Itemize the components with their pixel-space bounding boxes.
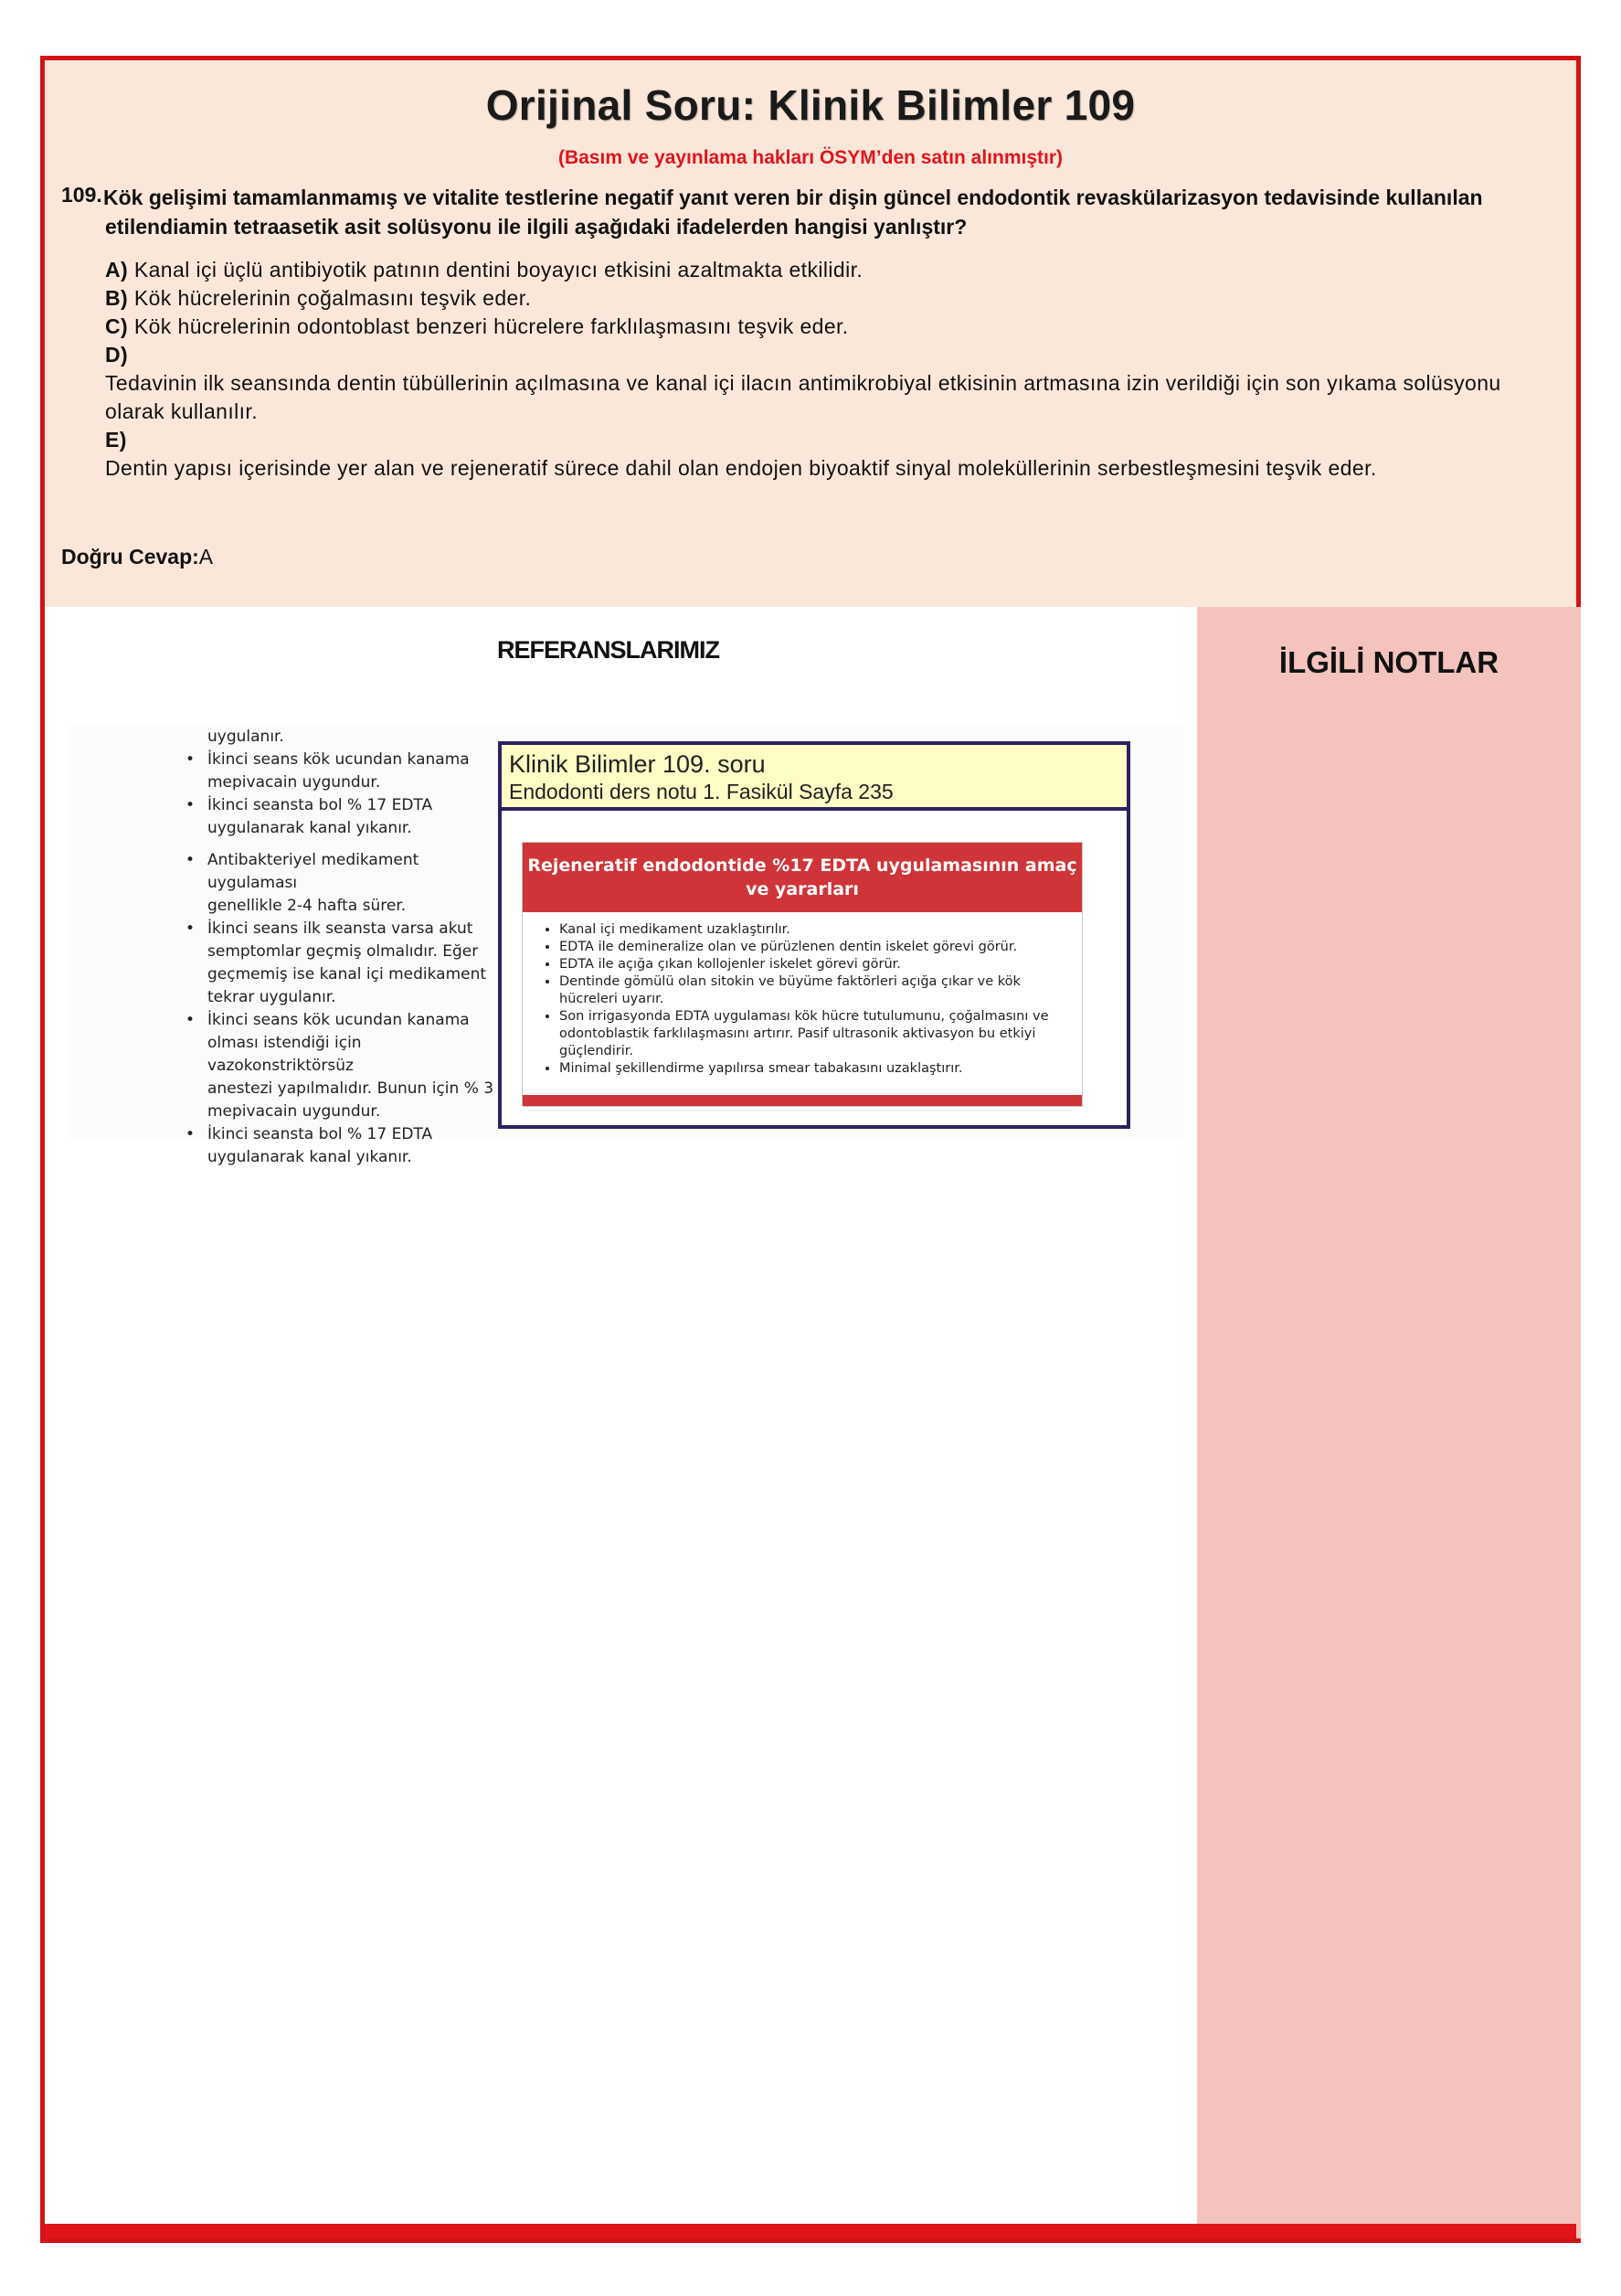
- option-letter: E): [105, 428, 127, 452]
- related-notes-panel: [1197, 607, 1581, 2238]
- book-line-text: Antibakteriyel medikament uygulaması: [207, 851, 419, 892]
- book-line: [182, 771, 511, 794]
- book-line: [182, 963, 511, 986]
- book-line-text: semptomlar geçmiş olmalıdır. Eğer: [207, 942, 479, 961]
- book-line: [182, 726, 511, 749]
- option-letter: D): [105, 343, 129, 367]
- option-a: [105, 256, 1531, 284]
- reference-source-line: Klinik Bilimler 109. soru: [509, 750, 766, 778]
- answer-label: Doğru Cevap:: [61, 545, 199, 569]
- option-letter: A): [105, 258, 129, 282]
- option-text: Tedavinin ilk seansında dentin tübüllerinin açılmasına ve kanal içi ilacın antimikrobiyal etkisinin artmasına izin verildiği için son yıkama solüsyonu olarak kullanılır.: [105, 371, 1501, 423]
- book-line: [182, 1078, 511, 1100]
- question-number: 109.: [61, 183, 102, 207]
- option-c: [105, 313, 1531, 341]
- related-notes-title: İLGİLİ NOTLAR: [1278, 645, 1499, 679]
- bottom-red-bar: [45, 2224, 1576, 2238]
- book-line-text: anestezi yapılmalıdır. Bunun için % 3: [207, 1079, 494, 1098]
- edta-card-list: [543, 921, 1080, 1078]
- book-line-text: İkinci seans kök ucundan kanama: [207, 1011, 470, 1029]
- list-gap: [182, 840, 511, 849]
- book-line-text: İkinci seans kök ucundan kanama: [207, 750, 470, 769]
- option-letter: B): [105, 286, 129, 310]
- option-b: [105, 284, 1531, 313]
- book-line: [182, 986, 511, 1009]
- edta-card-item: • Minimal şekillendirme yapılırsa smear tabakasını uzaklaştırır.: [559, 1060, 1080, 1078]
- option-text: Dentin yapısı içerisinde yer alan ve rejeneratif sürece dahil olan endojen biyoaktif sinyal moleküllerinin serbestleşmesini teşvik eder.: [105, 456, 1377, 480]
- book-line-text: İkinci seans ilk seansta varsa akut: [207, 919, 473, 938]
- book-line-text: geçmemiş ise kanal içi medikament: [207, 965, 487, 983]
- answer-value: A: [198, 545, 214, 569]
- book-line: [182, 1100, 511, 1123]
- book-line: [182, 895, 511, 918]
- book-line-text: İkinci seansta bol % 17 EDTA: [207, 1125, 433, 1143]
- edta-card-item: • Dentinde gömülü olan sitokin ve büyüme faktörleri açığa çıkar ve kök hücreleri uyarır.: [559, 973, 1080, 1008]
- bullet-icon: •: [185, 851, 196, 869]
- book-line: [182, 941, 511, 963]
- copyright-notice: (Basım ve yayınlama hakları ÖSYM’den satın alınmıştır): [557, 147, 1064, 168]
- question-section: [45, 60, 1576, 607]
- bullet-icon: •: [185, 750, 196, 769]
- book-line: [182, 749, 511, 771]
- answer-options: [105, 256, 1531, 483]
- question-text: Kök gelişimi tamamlanmamış ve vitalite testlerine negatif yanıt veren bir dişin güncel endodontik revaskülarizasyon tedavisinde kullanılan etilendiamin tetraasetik asit solüsyonu ile ilgili aşağıdaki ifadelerden hangisi yanlıştır?: [103, 186, 1483, 239]
- book-line: [182, 849, 511, 895]
- edta-card-item: • Son irrigasyonda EDTA uygulaması kök hücre tutulumunu, çoğalmasını ve odontoblastik farklılaşmasını artırır. Pasif ultrasonik aktivasyon bu etkiyi güçlendirir.: [559, 1008, 1080, 1060]
- reference-box: [498, 741, 1130, 1129]
- reference-header: [502, 745, 1127, 811]
- book-line: [182, 918, 511, 941]
- book-line-text: İkinci seansta bol % 17 EDTA uygulanarak kanal yıkanır.: [207, 796, 433, 837]
- edta-card-title: Rejeneratif endodontide %17 EDTA uygulamasının amaç ve yararları: [523, 843, 1082, 912]
- edta-info-card: [522, 842, 1083, 1107]
- bullet-icon: •: [185, 1011, 196, 1029]
- option-d: [105, 341, 1531, 426]
- page-frame: [40, 56, 1581, 2243]
- book-line: [182, 1146, 511, 1169]
- book-page-excerpt: [182, 726, 511, 1169]
- book-line: [182, 1123, 511, 1146]
- correct-answer: [61, 545, 213, 569]
- book-line-text: tekrar uygulanır.: [207, 988, 336, 1006]
- book-line-text: olması istendiği için vazokonstriktörsüz: [207, 1034, 362, 1075]
- book-line-text: mepivacain uygundur.: [207, 773, 381, 792]
- option-letter: C): [105, 314, 129, 338]
- book-line-text: uygulanarak kanal yıkanır.: [207, 1148, 412, 1166]
- edta-card-item: • EDTA ile demineralize olan ve pürüzlenen dentin iskelet görevi görür.: [559, 939, 1080, 956]
- option-text: Kök hücrelerinin odontoblast benzeri hücrelere farklılaşmasını teşvik eder.: [133, 314, 849, 338]
- edta-card-item: • Kanal içi medikament uzaklaştırılır.: [559, 921, 1080, 939]
- edta-card-footer-bar: [523, 1095, 1082, 1106]
- book-line: [182, 1009, 511, 1032]
- option-text: Kök hücrelerinin çoğalmasını teşvik eder.: [133, 286, 532, 310]
- reference-page-line: Endodonti ders notu 1. Fasikül Sayfa 235: [509, 780, 894, 803]
- page-title: Orijinal Soru: Klinik Bilimler 109: [485, 81, 1136, 129]
- bullet-icon: •: [185, 796, 196, 814]
- book-line-text: genellikle 2-4 hafta sürer.: [207, 897, 407, 915]
- book-line-text: uygulanır.: [207, 728, 284, 746]
- option-e: [105, 426, 1531, 483]
- bullet-icon: •: [185, 1125, 196, 1143]
- references-title: REFERANSLARIMIZ: [497, 636, 719, 664]
- book-line: [182, 794, 511, 840]
- book-line-text: mepivacain uygundur.: [207, 1102, 381, 1121]
- book-line: [182, 1032, 511, 1078]
- bullet-icon: •: [185, 919, 196, 938]
- option-text: Kanal içi üçlü antibiyotik patının dentini boyayıcı etkisini azaltmakta etkilidir.: [133, 258, 863, 282]
- edta-card-item: • EDTA ile açığa çıkan kollojenler iskelet görevi görür.: [559, 956, 1080, 973]
